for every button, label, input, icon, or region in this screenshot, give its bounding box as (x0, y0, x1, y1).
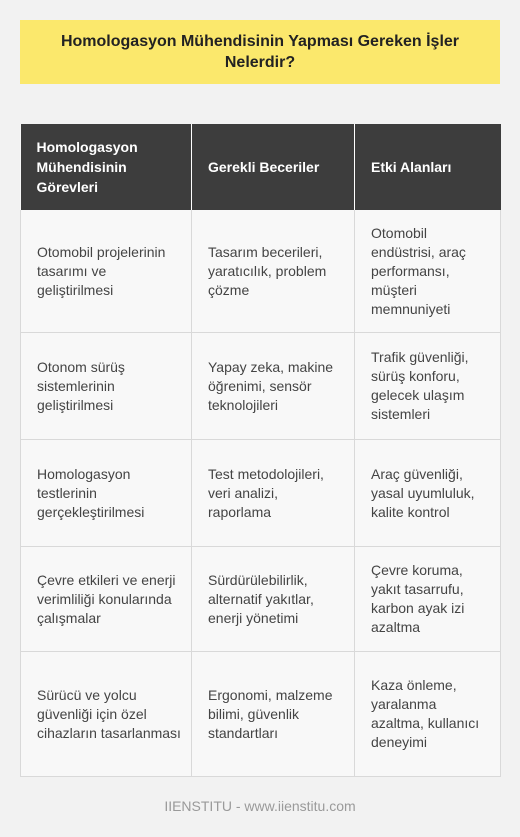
skills-cell: Test metodolojileri, veri analizi, raporlama (192, 440, 355, 547)
table-row (21, 210, 501, 333)
skills-cell: Sürdürülebilirlik, alternatif yakıtlar, enerji yönetimi (192, 547, 355, 652)
column-header-impact: Etki Alanları (355, 124, 501, 210)
duties-table (20, 124, 501, 777)
impact-cell: Kaza önleme, yaralanma azaltma, kullanıcı deneyimi (355, 652, 501, 777)
table-row (21, 652, 501, 777)
skills-cell: Yapay zeka, makine öğrenimi, sensör teknolojileri (192, 333, 355, 440)
table-row (21, 333, 501, 440)
impact-cell: Otomobil endüstrisi, araç performansı, müşteri memnuniyeti (355, 210, 501, 333)
duty-cell: Çevre etkileri ve enerji verimliliği konularında çalışmalar (21, 547, 192, 652)
table-row (21, 547, 501, 652)
column-header-duties: Homologasyon Mühendisinin Görevleri (21, 124, 192, 210)
impact-cell: Çevre koruma, yakıt tasarrufu, karbon ayak izi azaltma (355, 547, 501, 652)
title-banner (20, 20, 500, 84)
skills-cell: Tasarım becerileri, yaratıcılık, problem çözme (192, 210, 355, 333)
duty-cell: Homologasyon testlerinin gerçekleştirilmesi (21, 440, 192, 547)
duty-cell: Sürücü ve yolcu güvenliği için özel cihazların tasarlanması (21, 652, 192, 777)
skills-cell: Ergonomi, malzeme bilimi, güvenlik standartları (192, 652, 355, 777)
impact-cell: Trafik güvenliği, sürüş konforu, gelecek ulaşım sistemleri (355, 333, 501, 440)
table-row (21, 440, 501, 547)
page-title: Homologasyon Mühendisinin Yapması Gereken İşler Nelerdir? (60, 33, 460, 71)
footer-credit: IIENSTITU - www.iienstitu.com (164, 798, 356, 814)
duty-cell: Otomobil projelerinin tasarımı ve geliştirilmesi (21, 210, 192, 333)
duty-cell: Otonom sürüş sistemlerinin geliştirilmesi (21, 333, 192, 440)
column-header-skills: Gerekli Beceriler (192, 124, 355, 210)
table-header-row (21, 124, 501, 210)
impact-cell: Araç güvenliği, yasal uyumluluk, kalite kontrol (355, 440, 501, 547)
